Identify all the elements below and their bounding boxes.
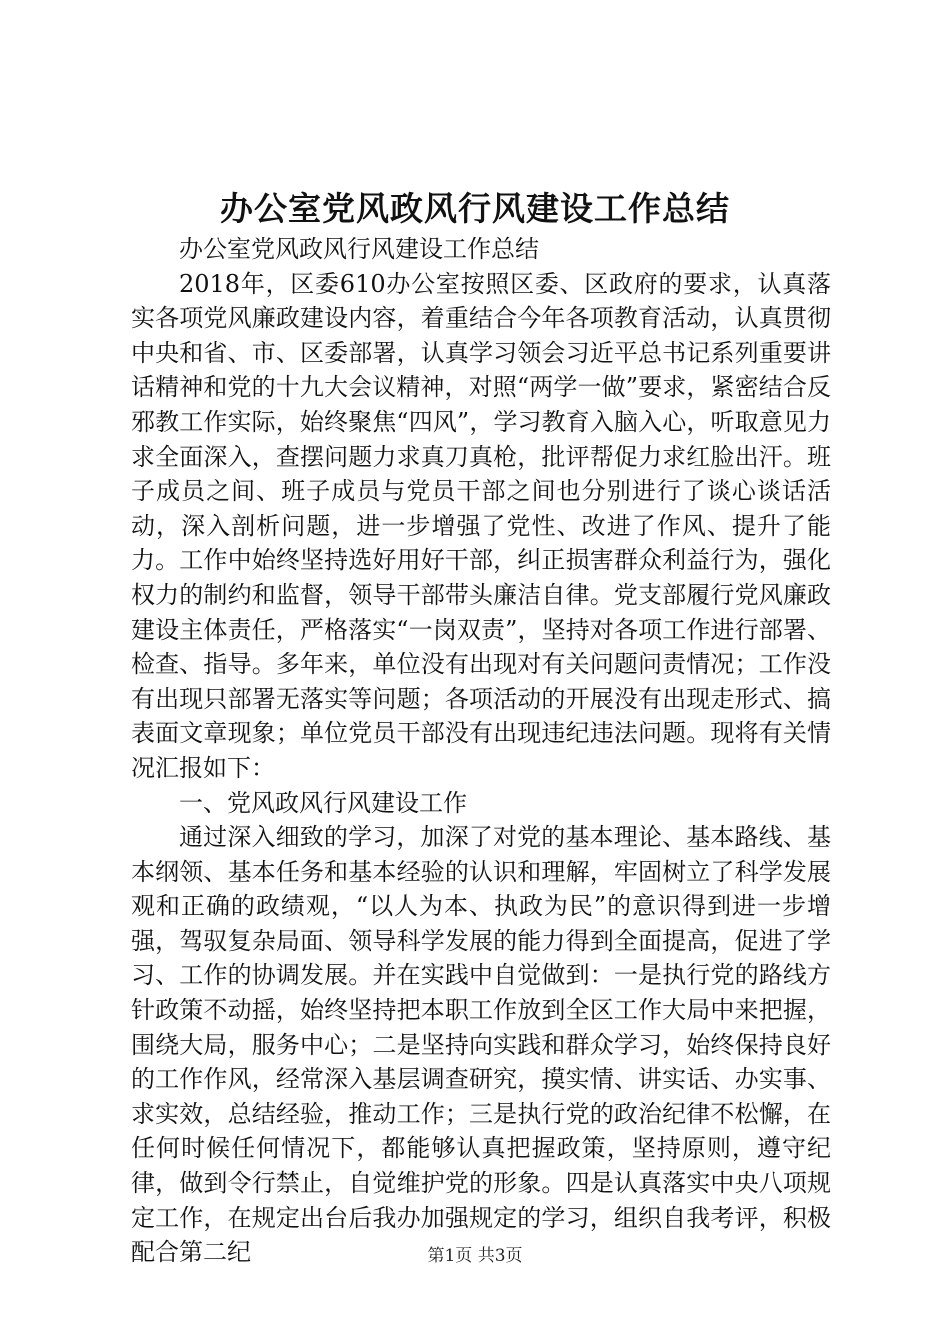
intro-paragraph: 2018年，区委610办公室按照区委、区政府的要求，认真落实各项党风廉政建设内容，着重结合今年各项教育活动，认真贯彻中央和省、市、区委部署，认真学习领会习近平总书记系列重要讲话精神和党的十九大会议精神，对照“两学一做”要求，紧密结合反邪教工作实际，始终聚焦“四风”，学习教育入脑入心，听取意见力求全面深入，查摆问题力求真刀真枪，批评帮促力求红脸出汗。班子成员之间、班子成员与党员干部之间也分别进行了谈心谈话活动，深入剖析问题，进一步增强了党性、改进了作风、提升了能力。工作中始终坚持选好用好干部，纠正损害群众利益行为，强化权力的制约和监督，领导干部带头廉洁自律。党支部履行党风廉政建设主体责任，严格落实“一岗双责”，坚持对各项工作进行部署、检查、指导。多年来，单位没有出现对有关问题问责情况；工作没有出现只部署无落实等问题；各项活动的开展没有出现走形式、搞表面文章现象；单位党员干部没有出现违纪违法问题。现将有关情况汇报如下： (131, 269, 831, 782)
subtitle-paragraph: 办公室党风政风行风建设工作总结 (179, 235, 539, 263)
page-number: 第1页 共3页 (427, 1246, 523, 1266)
document-title: 办公室党风政风行风建设工作总结 (220, 189, 730, 228)
section-heading: 一、党风政风行风建设工作 (179, 788, 467, 817)
section-paragraph: 通过深入细致的学习，加深了对党的基本理论、基本路线、基本纲领、基本任务和基本经验的认识和理解，牢固树立了科学发展观和正确的政绩观，“以人为本、执政为民”的意识得到进一步增强，驾驭复杂局面、领导科学发展的能力得到全面提高，促进了学习、工作的协调发展。并在实践中自觉做到：一是执行党的路线方针政策不动摇，始终坚持把本职工作放到全区工作大局中来把握，围绕大局，服务中心；二是坚持向实践和群众学习，始终保持良好的工作作风，经常深入基层调查研究，摸实情、讲实话、办实事、求实效，总结经验，推动工作；三是执行党的政治纪律不松懈，在任何时候任何情况下，都能够认真把握政策，坚持原则，遵守纪律，做到令行禁止，自觉维护党的形象。四是认真落实中央八项规定工作，在规定出台后我办加强规定的学习，组织自我考评，积极配合第二纪 (131, 823, 831, 1267)
document-body (131, 232, 831, 1270)
